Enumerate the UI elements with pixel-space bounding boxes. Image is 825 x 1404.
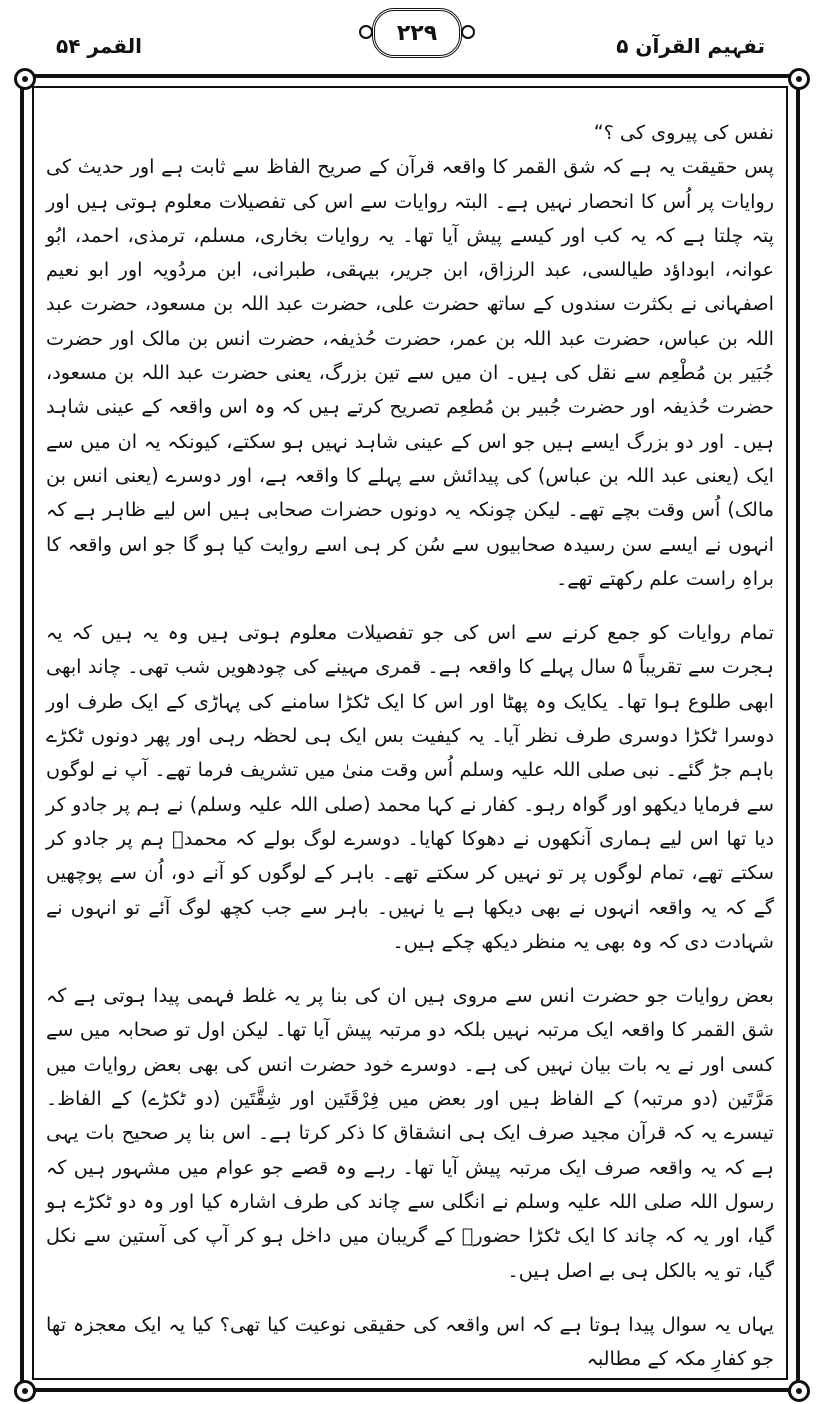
corner-ornament-icon (788, 1380, 810, 1402)
corner-ornament-icon (14, 68, 36, 90)
paragraph-continuation: نفس کی پیروی کی ؟“ (593, 121, 774, 144)
corner-ornament-icon (14, 1380, 36, 1402)
book-title: تفہیم القرآن ۵ (616, 34, 765, 58)
paragraph: پس حقیقت یہ ہے کہ شق القمر کا واقعہ قرآن کے صریح الفاظ سے ثابت ہے اور حدیث کی روایات پر اُس کا انحصار نہیں ہے۔ البتہ روایات سے اس کی تفصیلات معلوم ہوتی ہیں اور پتہ چلتا ہے کہ یہ کب اور کیسے پیش آیا تھا۔ یہ روایات بخاری، مسلم، ترمذی، احمد، ابُو عوانہ، ابوداؤد طیالسی، عبد الرزاق، ابن جریر، بیہقی، طبرانی، ابن مردُویہ اور ابو نعیم اصفہانی نے بکثرت سندوں کے ساتھ حضرت علی، حضرت عبد اللہ بن مسعود، حضرت عبد اللہ بن عباس، حضرت عبد اللہ بن عمر، حضرت حُذیفہ، حضرت انس بن مالک اور حضرت جُبَیر بن مُطْعِم سے نقل کی ہیں۔ ان میں سے تین بزرگ، یعنی حضرت عبد اللہ بن مسعود، حضرت حُذیفہ اور حضرت جُبیر بن مُطعِم تصریح کرتے ہیں کہ وہ اس واقعہ کے عینی شاہد ہیں۔ اور دو بزرگ ایسے ہیں جو اس کے عینی شاہد نہیں ہو سکتے، کیونکہ یہ ان میں سے ایک (یعنی عبد اللہ بن عباس) کی پیدائش سے پہلے کا واقعہ ہے، اور دوسرے (یعنی انس بن مالک) اُس وقت بچے تھے۔ لیکن چونکہ یہ دونوں حضرات صحابی ہیں اس لیے ظاہر ہے کہ انہوں نے ایسے سن رسیدہ صحابیوں سے سُن کر ہی اسے روایت کیا ہو گا جو اس واقعہ کا براہِ راست علم رکھتے تھے۔ (46, 155, 774, 590)
page-number: ۲۲۹ (372, 8, 462, 58)
paragraph: بعض روایات جو حضرت انس سے مروی ہیں ان کی بنا پر یہ غلط فہمی پیدا ہوتی ہے کہ شق القمر کا واقعہ ایک مرتبہ نہیں بلکہ دو مرتبہ پیش آیا تھا۔ لیکن اول تو صحابہ میں سے کسی اور نے یہ بات بیان نہیں کی ہے۔ دوسرے خود حضرت انس کی بھی بعض روایات میں مَرَّتَین (دو مرتبہ) کے الفاظ ہیں اور بعض میں فِرْقَتَین اور شِقَّتَین (دو ٹکڑے) کے الفاظ۔ تیسرے یہ کہ قرآن مجید صرف ایک ہی انشقاق کا ذکر کرتا ہے۔ اس بنا پر صحیح بات یہی ہے کہ یہ واقعہ صرف ایک مرتبہ پیش آیا تھا۔ رہے وہ قصے جو عوام میں مشہور ہیں کہ رسول اللہ صلی اللہ علیہ وسلم نے انگلی سے چاند کی طرف اشارہ کیا اور وہ دو ٹکڑے ہو گیا، اور یہ کہ چاند کا ایک ٹکڑا حضورؐ کے گریبان میں داخل ہو کر آپ کی آستین سے نکل گیا، تو یہ بالکل ہی بے اصل ہیں۔ (46, 984, 774, 1282)
paragraph: تمام روایات کو جمع کرنے سے اس کی جو تفصیلات معلوم ہوتی ہیں وہ یہ ہیں کہ یہ ہجرت سے تقریباً ۵ سال پہلے کا واقعہ ہے۔ قمری مہینے کی چودھویں شب تھی۔ چاند ابھی ابھی طلوع ہوا تھا۔ یکایک وہ پھٹا اور اس کا ایک ٹکڑا سامنے کی پہاڑی کے ایک طرف اور دوسرا ٹکڑا دوسری طرف نظر آیا۔ یہ کیفیت بس ایک ہی لحظہ رہی اور پھر دونوں ٹکڑے باہم جڑ گئے۔ نبی صلی اللہ علیہ وسلم اُس وقت منیٰ میں تشریف فرما تھے۔ آپ نے لوگوں سے فرمایا دیکھو اور گواہ رہو۔ کفار نے کہا محمد (صلی اللہ علیہ وسلم) نے ہم پر جادو کر دیا تھا اس لیے ہماری آنکھوں نے دھوکا کھایا۔ دوسرے لوگ بولے کہ محمدؐ ہم پر جادو کر سکتے تھے، تمام لوگوں پر تو نہیں کر سکتے تھے۔ باہر کے لوگوں کو آنے دو، اُن سے پوچھیں گے کہ یہ واقعہ انہوں نے بھی دیکھا ہے یا نہیں۔ باہر سے جب کچھ لوگ آئے تو انہوں نے شہادت دی کہ وہ بھی یہ منظر دیکھ چکے ہیں۔ (46, 621, 774, 953)
corner-ornament-icon (788, 68, 810, 90)
page-header (0, 0, 825, 74)
surah-reference: القمر ۵۴ (56, 34, 142, 58)
body-text (46, 116, 774, 1376)
paragraph: یہاں یہ سوال پیدا ہوتا ہے کہ اس واقعہ کی حقیقی نوعیت کیا تھی؟ کیا یہ ایک معجزہ تھا جو کفارِ مکہ کے مطالبہ (46, 1312, 774, 1371)
